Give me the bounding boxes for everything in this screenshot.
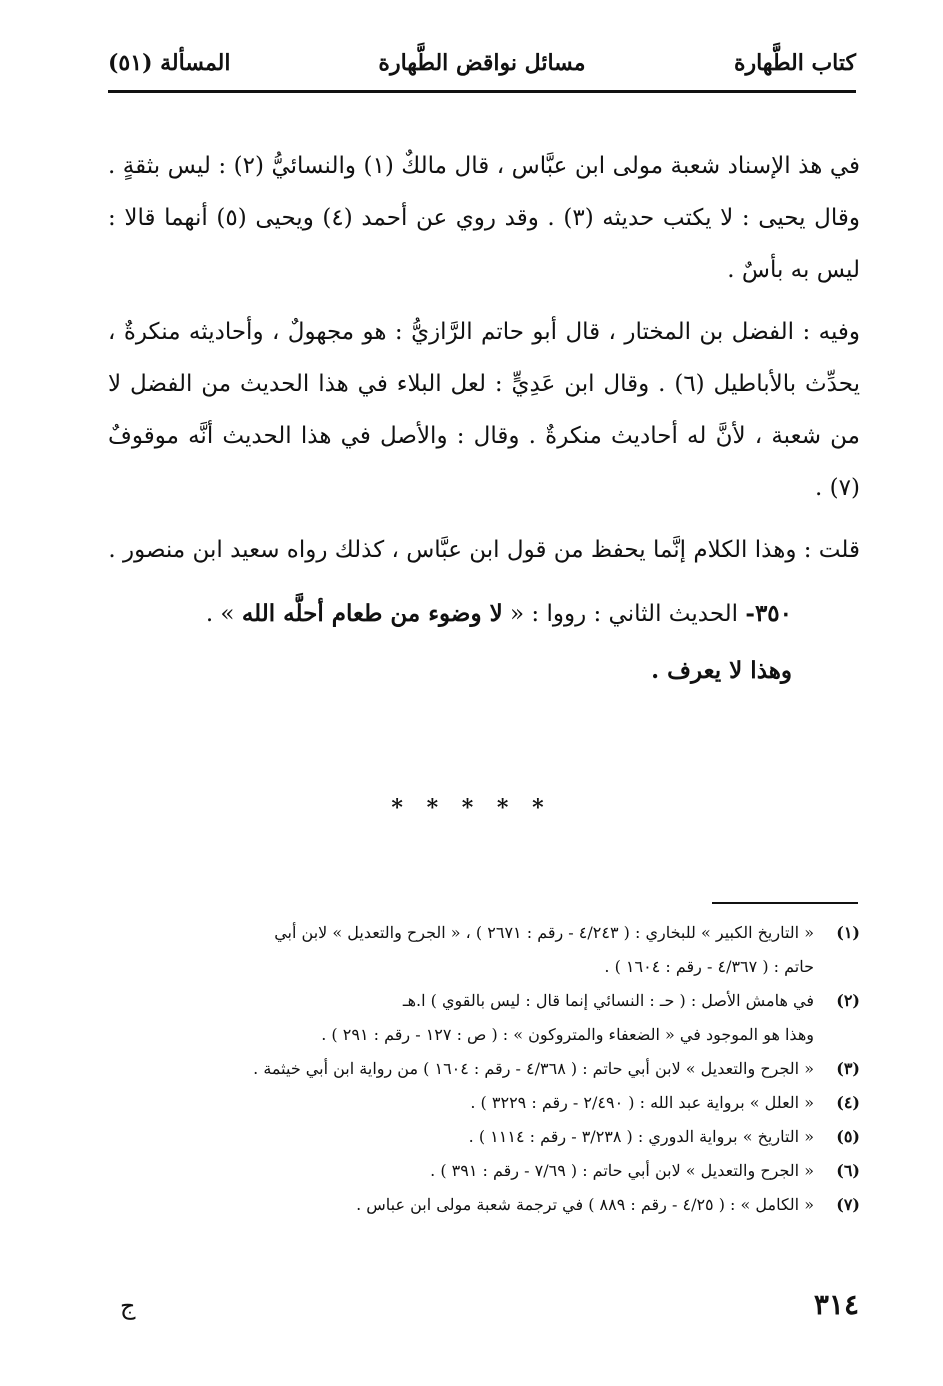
hadith-entry <box>108 586 860 642</box>
section-separator: * * * * * <box>391 795 552 821</box>
footnote <box>108 1086 860 1120</box>
paragraph: في هذ الإسناد شعبة مولى ابن عبَّاس ، قال مالكٌ (١) والنسائيُّ (٢) : ليس بثقةٍ . وقال يحيى : لا يكتب حديثه (٣) . وقد روي عن أحمد (٤) ويحيى (٥) أنهما قالا : ليس به بأسٌ . <box>108 153 860 283</box>
footnote-number: (١) <box>836 923 860 942</box>
footnote-line: « التاريخ الكبير » للبخاري : ( ٤/٢٤٣ - رقم : ٢٦٧١ ) ، « الجرح والتعديل » لابن أبي <box>274 923 814 942</box>
note-line: وهذا لا يعرف . <box>651 657 792 684</box>
footnote <box>108 1188 860 1222</box>
issue-label: المسألة (٥١) <box>108 50 231 76</box>
footnote-text <box>108 1052 814 1086</box>
footnote-line: في هامش الأصل : ( حـ : النسائي إنما قال : ليس بالقوي ) ا.هـ <box>402 991 814 1010</box>
footnote-number: (٦) <box>836 1161 860 1180</box>
footnote-text <box>108 1120 814 1154</box>
page-header <box>108 44 856 94</box>
header-rule <box>108 90 856 93</box>
hadith-number: ٣٥٠- <box>745 600 792 627</box>
main-text <box>108 140 860 710</box>
footnote <box>108 1120 860 1154</box>
footnote-number: (٤) <box>836 1093 860 1112</box>
footnote-number: (٧) <box>836 1195 860 1214</box>
footnotes <box>108 916 860 1222</box>
footnote-text <box>108 916 814 984</box>
footnote-number: (٥) <box>836 1127 860 1146</box>
footnote-line: وهذا هو الموجود في « الضعفاء والمتروكون » : ( ص : ١٢٧ - رقم : ٢٩١ ) . <box>321 1025 814 1044</box>
footnote-text <box>108 1154 814 1188</box>
footnote-text <box>108 984 814 1052</box>
paragraph: قلت : وهذا الكلام إنَّما يحفظ من قول ابن عبَّاس ، كذلك رواه سعيد ابن منصور . <box>108 537 860 563</box>
footnote-text <box>108 1086 814 1120</box>
footnote <box>108 984 860 1052</box>
footnote-line: حاتم : ( ٤/٣٦٧ - رقم : ١٦٠٤ ) . <box>604 957 814 976</box>
footnote <box>108 1154 860 1188</box>
footnote-number: (٢) <box>836 991 860 1010</box>
footnote-rule <box>712 902 858 904</box>
hadith-intro: الحديث الثاني : رووا : « <box>510 601 739 627</box>
footnote-number: (٣) <box>836 1059 860 1078</box>
footnote-line: « الجرح والتعديل » لابن أبي حاتم : ( ٤/٣٦٨ - رقم : ١٦٠٤ ) من رواية ابن أبي خيثمة . <box>253 1059 814 1078</box>
page-number: ٣١٤ <box>813 1288 859 1321</box>
footnote-text <box>108 1188 814 1222</box>
footnote <box>108 1052 860 1086</box>
footnote-line: « الكامل » : ( ٤/٢٥ - رقم : ٨٨٩ ) في ترجمة شعبة مولى ابن عباس . <box>356 1195 814 1214</box>
footnote-line: « العلل » برواية عبد الله : ( ٢/٤٩٠ - رقم : ٣٢٢٩ ) . <box>470 1093 814 1112</box>
section-title: مسائل نواقض الطَّهارة <box>378 50 586 76</box>
footnote <box>108 916 860 984</box>
hadith-quote: لا وضوء من طعام أحلَّه الله <box>241 600 503 627</box>
signature-mark: ج <box>120 1292 136 1320</box>
paragraph: وفيه : الفضل بن المختار ، قال أبو حاتم الرَّازيُّ : هو مجهولٌ ، وأحاديثه منكرةٌ ، يحدِّث بالأباطيل (٦) . وقال ابن عَدِيٍّ : لعل البلاء في هذا الحديث من الفضل لا من شعبة ، لأنَّ له أحاديث منكرةٌ . وقال : والأصل في هذا الحديث أنَّه موقوفٌ (٧) . <box>108 319 860 501</box>
footnote-line: « الجرح والتعديل » لابن أبي حاتم : ( ٧/٦٩ - رقم : ٣٩١ ) . <box>430 1161 814 1180</box>
footnote-line: « التاريخ » برواية الدوري : ( ٣/٢٣٨ - رقم : ١١١٤ ) . <box>468 1127 814 1146</box>
book-title: كتاب الطَّهارة <box>733 50 856 76</box>
hadith-close: » . <box>205 601 235 627</box>
